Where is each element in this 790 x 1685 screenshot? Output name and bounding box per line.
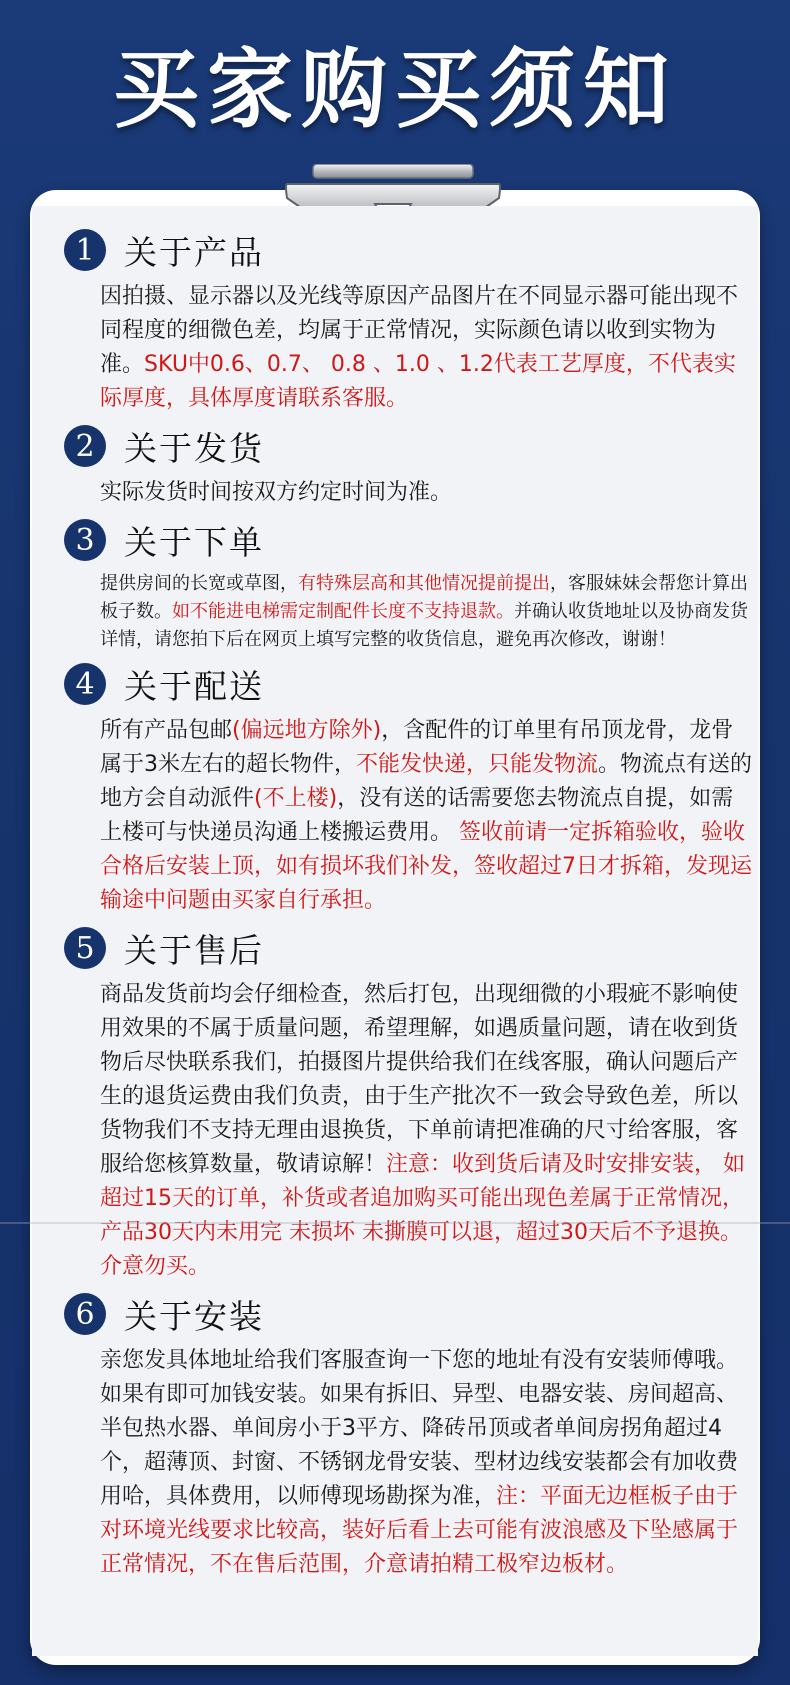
highlight-text: 注：平面无边框板子由于对环境光线要求比较高，装好后看上去可能有波浪感及下坠感属于正常情况，不在售后范围，介意请拍精工极窄边板材。 — [100, 1484, 739, 1577]
section-after-sales — [64, 918, 754, 1284]
section-installation — [64, 1284, 754, 1582]
section-number-badge: 4 — [64, 663, 106, 705]
highlight-text: SKU中0.6、0.7、 0.8 、1.0 、1.2代表工艺厚度，不代表实际厚度，具体厚度请联系客服。 — [100, 352, 736, 411]
section-header — [64, 220, 754, 280]
body-text: 并确认收货地址以及协商发货详情，请您拍下后在网页上填写完整的收货信息，避免再次修改，谢谢！ — [100, 601, 748, 650]
section-title: 关于配送 — [124, 666, 264, 706]
section-title: 关于发货 — [124, 428, 264, 468]
section-header — [64, 918, 754, 978]
section-body — [64, 978, 754, 1284]
body-text: ，含配件的订单里有吊顶龙骨，龙骨属于3米左右的超长物件， — [100, 718, 734, 777]
section-header — [64, 654, 754, 714]
section-title: 关于下单 — [124, 522, 264, 562]
body-text: 因拍摄、显示器以及光线等原因产品图片在不同显示器可能出现不同程度的细微色差，均属于正常情况，实际颜色请以收到实物为准。 — [100, 284, 739, 377]
body-text: ，没有送的话需要您去物流点自提，如需上楼可与快递员沟通上楼搬运费用。 — [100, 786, 734, 845]
section-shipping — [64, 416, 754, 510]
section-title: 关于安装 — [124, 1296, 264, 1336]
section-order — [64, 510, 754, 654]
section-body — [64, 714, 754, 918]
highlight-text: 有特殊层高和其他情况提前提出 — [298, 573, 550, 594]
section-delivery — [64, 654, 754, 918]
highlight-text: (偏远地方除外) — [232, 718, 382, 743]
page-title: 买家购买须知 — [113, 40, 677, 140]
body-text: ，客服妹妹会帮您计算出板子数。 — [100, 573, 748, 622]
divider — [0, 1222, 790, 1224]
section-number-badge: 1 — [64, 229, 106, 271]
section-header — [64, 416, 754, 476]
highlight-text: 注意：收到货后请及时安排安装， 如超过15天的订单，补货或者追加购买可能出现色差属于正常情况，产品30天内未用完 未损坏 未撕膜可以退，超过30天后不予退换。介意勿买。 — [100, 1152, 746, 1279]
section-number-badge: 2 — [64, 425, 106, 467]
section-title: 关于产品 — [124, 232, 264, 272]
section-number-badge: 5 — [64, 927, 106, 969]
body-text: 商品发货前均会仔细检查，然后打包，出现细微的小瑕疵不影响使用效果的不属于质量问题，希望理解，如遇质量问题，请在收到货物后尽快联系我们，拍摄图片提供给我们在线客服，确认问题后产生的退货运费由我们负责，由于生产批次不一致会导致色差，所以货物我们不支持无理由退换货，下单前请把准确的尺寸给客服，客服给您核算数量，敬请谅解！ — [100, 982, 739, 1177]
section-body — [64, 1344, 754, 1582]
body-text: 亲您发具体地址给我们客服查询一下您的地址有没有安装师傅哦。如果有即可加钱安装。如果有拆旧、异型、电器安装、房间超高、半包热水器、单间房小于3平方、降砖吊顶或者单间房拐角超过4个，超薄顶、封窗、不锈钢龙骨安装、型材边线安装都会有加收费用哈，具体费用，以师傅现场勘探为准， — [100, 1348, 739, 1509]
highlight-text: (不上楼) — [254, 786, 338, 811]
section-number-badge: 6 — [64, 1293, 106, 1335]
highlight-text: 如不能进电梯需定制配件长度不支持退款。 — [172, 601, 514, 622]
section-body — [64, 476, 754, 510]
section-body — [64, 280, 754, 416]
body-text: 所有产品包邮 — [100, 718, 233, 743]
section-number-badge: 3 — [64, 519, 106, 561]
section-product — [64, 220, 754, 416]
body-text: 。物流点有送的地方会自动派件 — [100, 752, 753, 811]
notice-content — [32, 206, 758, 1656]
section-header — [64, 510, 754, 570]
section-header — [64, 1284, 754, 1344]
body-text: 提供房间的长宽或草图， — [100, 573, 298, 594]
body-text: 实际发货时间按双方约定时间为准。 — [100, 480, 453, 505]
section-title: 关于售后 — [124, 930, 264, 970]
highlight-text: 签收前请一定拆箱验收，验收合格后安装上顶，如有损坏我们补发，签收超过7日才拆箱，发现运输途中问题由买家自行承担。 — [100, 820, 752, 913]
highlight-text: 不能发快递，只能发物流 — [356, 752, 599, 777]
section-body — [64, 570, 754, 654]
